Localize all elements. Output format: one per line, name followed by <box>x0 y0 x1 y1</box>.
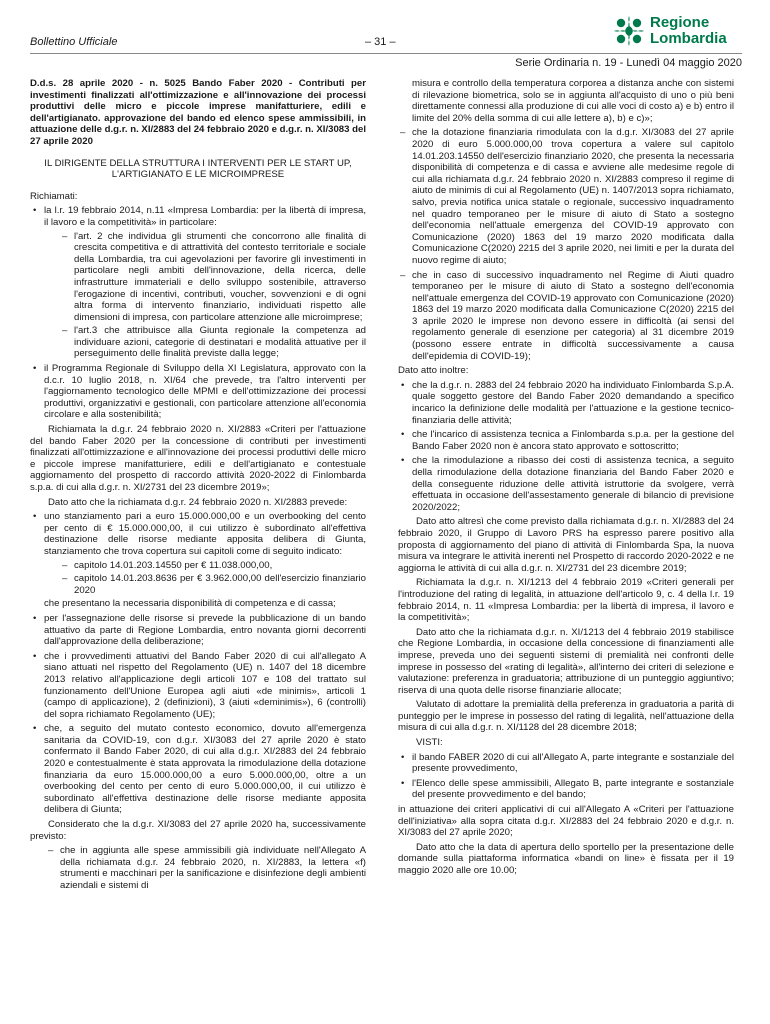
left-column <box>30 78 366 894</box>
logo-text <box>650 15 727 47</box>
prevede-list <box>30 511 366 816</box>
list-item: – che in caso di successivo inquadramento nel Regime di Aiuti quadro temporaneo per le misure di aiuto di Stato a sostegno dell'economia nell'attuale emergenza del COVID-19 approvato con Comunicazione (2020) 1863 del 19 marzo 2020 modificata dalla Comunicazione C(2020) 2215 del 3 aprile 2020 le imprese non devono essere in difficoltà (ai sensi del regolamento generale di esenzione per categoria) al 31 dicembre 2019 (possono essere entrate in difficoltà successivamente a causa dell'epidemia di COVID-19); <box>398 270 734 363</box>
list-item: – che la dotazione finanziaria rimodulata con la d.g.r. XI/3083 del 27 aprile 2020 di euro 5.000.000,00 trova copertura a valere sul capitolo 14.01.203.14550 dell'esercizio finanziario 2020, che presenta la necessaria disponibilità di competenza e di cassa e avviene alle medesime regole di cui alla richiamata d.g.r. 24 febbraio 2020 n. XI/2883 compreso il regime di aiuto de minimis di cui al Regolamento (UE) n. 1407/2013 sopra richiamato, salvo, previa notifica unica statale o regionale, successivo inquadramento nel quadro temporaneo per le misure di aiuto di Stato a sostegno dell'economia nell'attuale emergenza del COVID-19 approvato con Comunicazione (2020) 1863 del 19 marzo 2020 modificata dalla Comunicazione C(2020) 2215 del 3 aprile 2020, nei limiti e per la durata del nuovo regime di aiuto; <box>398 127 734 266</box>
sub-list <box>44 560 366 597</box>
list-item: • che la d.g.r. n. 2883 del 24 febbraio 2020 ha individuato Finlombarda S.p.A. quale soggetto gestore del Bando Faber 2020 demandando a specifico incarico la definizione delle modalità per l'attuazione e la gestione tecnico-finanziaria delle attività; <box>398 380 734 426</box>
list-item: • che l'incarico di assistenza tecnica a Finlombarda s.p.a. per la gestione del Bando Faber 2020 non è ancora stato approvato e sottoscritto; <box>398 429 734 452</box>
decree-title: D.d.s. 28 aprile 2020 - n. 5025 Bando Faber 2020 - Contributi per investimenti finalizzati all'ottimizzazione e all'innovazione dei processi produttivi delle micro e piccole imprese manifatturiere, edili e dell'artigianato. approvazione del bando ed elenco spese ammissibili, in attuazione delle d.g.r. n. XI/2883 del 24 febbraio 2020 e d.g.r. n. XI/3083 del 27 aprile 2020 <box>30 78 366 147</box>
list-item: • il Programma Regionale di Sviluppo della XI Legislatura, approvato con la d.c.r. 10 luglio 2018, n. XI/64 che prevede, tra l'altro interventi per l'aggiornamento tecnologico delle MPMI e dell'ottimizzazione dei processi produttivi, organizzativi e gestionali, con particolare attenzione all'economia circolare e alla sostenibilità; <box>30 363 366 421</box>
header-rule <box>30 53 742 54</box>
sub-list <box>44 231 366 361</box>
list-item-text: uno stanziamento pari a euro 15.000.000,00 e un overbooking del cento per cento di € 15.000.000,00, il cui utilizzo è subordinato all'effettiva destinazione delle risorse mediante apposita delibera di Giunta, stanziamento che trova copertura sui capitoli come di seguito indicato: <box>44 511 366 557</box>
paragraph: in attuazione dei criteri applicativi di cui all'Allegato A «Criteri per l'attuazione dell'iniziativa» alla sopra citata d.g.r. XI/2883 del 24 febbraio 2020 e d.g.r. n. XI/3083 del 27 aprile 2020; <box>398 804 734 839</box>
richiamati-list <box>30 205 366 421</box>
list-item: • che la rimodulazione a ribasso dei costi di assistenza tecnica, a seguito della rimodulazione della dotazione finanziaria del Bando Faber 2020 e della conseguente riduzione delle attività istruttorie da svolgere, verrà effettuata in occasione dell'assestamento generale di bilancio di previsione 2020/2022; <box>398 455 734 513</box>
list-item: – l'art.3 che attribuisce alla Giunta regionale la competenza ad individuare azioni, categorie di destinatari e modalità attuative per il perseguimento delle finalità previste dalla legge; <box>44 325 366 360</box>
list-item-text: che presentano la necessaria disponibilità di competenza e di cassa; <box>44 598 336 610</box>
list-item: • che i provvedimenti attuativi del Bando Faber 2020 di cui all'allegato A siano attuati nel rispetto del Regolamento (UE) n. 1407 del 18 dicembre 2013 relativo all'applicazione degli articoli 107 e 108 del trattato sul funzionamento dell'Unione Europea agli aiuti «de minimis», articoli 1 (campo di applicazione), 2 (definizioni), 3 (aiuti «deminimis»), 6 (controlli) del sopra richiamato Regolamento (UE); <box>30 651 366 721</box>
richiamati-label: Richiamati: <box>30 190 78 202</box>
list-item-text: la l.r. 19 febbraio 2014, n.11 «Impresa Lombardia: per la libertà di impresa, il lavoro e la competitività» in particolare: <box>44 205 366 228</box>
paragraph: Dato atto altresì che come previsto dalla richiamata d.g.r. n. XI/2883 del 24 febbraio 2020, il Gruppo di Lavoro PRS ha espresso parere positivo alla proposta di aggiornamento del piano di attività di Finlombarda Spa, la nuova misura va integrare le attività inerenti nel Prospetto di raccordo 2020-2022 e ne aggiorna le attività di cui alla d.g.r. n. XI/2731 del 23 dicembre 2019; <box>398 516 734 574</box>
paragraph: Dato atto che la richiamata d.g.r. n. XI/1213 del 4 febbraio 2019 stabilisce che Regione Lombardia, in occasione della concessione di finanziamenti alle imprese, preveda uno dei seguenti sistemi di premialità nei confronti delle imprese in possesso del «rating di legalità», all'interno dei criteri di selezione e valutazione: preferenza in graduatoria; attribuzione di un punteggio aggiuntivo; riserva di una quota delle risorse finanziarie allocate; <box>398 626 734 696</box>
right-column <box>398 78 734 880</box>
visti-list <box>398 752 734 801</box>
rosa-camuna-icon <box>612 14 646 48</box>
list-item <box>30 511 366 610</box>
dirigente-heading: IL DIRIGENTE DELLA STRUTTURA I INTERVENTI PER LE START UP, L'ARTIGIANATO E LE MICROIMPRESE <box>44 157 352 181</box>
paragraph: Richiamata la d.g.r. 24 febbraio 2020 n. XI/2883 «Criteri per l'attuazione del bando Faber 2020 per la concessione di contributi per investimenti finalizzati all'ottimizzazione e all'innovazione dei processi produttivi delle micro e piccole imprese manifatturiere, edili e dell'artigianato e contestuale aggiornamento del prospetto di raccordo attività 2020-2022 di Finlombarda s.p.a. di cui alla d.g.r. n. XI/2731 del 23 dicembre 2019»; <box>30 424 366 493</box>
paragraph: Dato atto inoltre: <box>398 365 469 377</box>
list-item: – che in aggiunta alle spese ammissibili già individuate nell'Allegato A della richiamata d.g.r. 24 febbraio 2020, n. XI/2883, la lettera «f) strumenti e macchinari per la sanificazione e disinfezione degli ambienti aziendali e sistemi di <box>30 845 366 891</box>
regione-lombardia-logo <box>612 14 742 50</box>
paragraph: Richiamata la d.g.r. n. XI/1213 del 4 febbraio 2019 «Criteri generali per l'introduzione del rating di legalità, in attuazione dell'articolo 9, c. 4 della l.r. 19 febbraio 2014, n. 11 «Impresa Lombardia: per la libertà di impresa, il lavoro e la competitività»; <box>398 577 734 624</box>
inoltre-list <box>398 380 734 514</box>
paragraph: Dato atto che la richiamata d.g.r. 24 febbraio 2020 n. XI/2883 prevede: <box>48 496 348 508</box>
list-item: • l'Elenco delle spese ammissibili, Allegato B, parte integrante e sostanziale del presente provvedimento e del bando; <box>398 778 734 801</box>
list-item: • per l'assegnazione delle risorse si prevede la pubblicazione di un bando attuativo da parte di Regione Lombardia, entro novanta giorni decorrenti dall'approvazione della deliberazione; <box>30 613 366 648</box>
list-item: – l'art. 2 che individua gli strumenti che concorrono alle finalità di crescita competitiva e di attrattività del contesto territoriale e sociale della Lombardia, tra cui agevolazioni per favorire gli investimenti in particolare negli ambiti dell'innovazione, della ricerca, delle infrastrutture immateriali e dello sviluppo sostenibile, attraverso l'erogazione di incentivi, contributi, voucher, sovvenzioni e di ogni altra forma di intervento finanziario, individuati rispetto alle dimensioni di impresa, con particolare attenzione alle microimprese; <box>44 231 366 324</box>
paragraph: Dato atto che la data di apertura dello sportello per la presentazione delle domande sulla piattaforma informatica «bandi on line» è fissata per il 19 maggio 2020 alle ore 10.00; <box>398 841 734 876</box>
list-item: – capitolo 14.01.203.14550 per € 11.038.000,00, <box>44 560 366 572</box>
paragraph: Valutato di adottare la premialità della preferenza in graduatoria a parità di punteggio per le imprese in possesso del rating di legalità, nell'attuazione della misura di cui alla d.g.r. n. XI/1128 del 28 dicembre 2018; <box>398 699 734 734</box>
considerato-list <box>30 845 366 891</box>
list-item: • che, a seguito del mutato contesto economico, dovuto all'emergenza sanitaria da COVID-19, con d.g.r. XI/3083 del 27 aprile 2020 è stato confermato il Bando Faber 2020, di cui alla d.g.r. XI/2883 del 24 febbraio 2020 e contestualmente è stata approvata la rimodulazione della dotazione finanziaria da euro 15.000.000,00 a euro 5.000.000,00, oltre a un overbooking del cento per cento di euro 5.000.000,00, il cui utilizzo è subordinato all'effettiva destinazione delle risorse mediante apposita delibera di Giunta; <box>30 723 366 816</box>
logo-line2: Lombardia <box>650 30 727 47</box>
page-number: – 31 – <box>365 36 396 48</box>
list-item: – capitolo 14.01.203.8636 per € 3.962.000,00 dell'esercizio finanziario 2020 <box>44 573 366 596</box>
paragraph: misura e controllo della temperatura corporea a distanza anche con sistemi di rilevazione biometrica, solo se in aggiunta all'acquisto di uno o più beni direttamente connessi alla produzione di cui alle voci di costo a) e b) entro il limite del 20% della somma di cui alle lettere a), b) e c)»; <box>412 78 734 124</box>
serie-info: Serie Ordinaria n. 19 - Lunedì 04 maggio 2020 <box>515 57 742 69</box>
list-item: • il bando FABER 2020 di cui all'Allegato A, parte integrante e sostanziale del presente provvedimento, <box>398 752 734 775</box>
paragraph: Considerato che la d.g.r. XI/3083 del 27 aprile 2020 ha, successivamente previsto: <box>30 819 366 842</box>
visti-label: VISTI: <box>416 737 443 749</box>
publication-name: Bollettino Ufficiale <box>30 36 118 48</box>
logo-line1: Regione <box>650 14 710 31</box>
page-header <box>0 0 770 69</box>
list-item <box>30 205 366 360</box>
considerato-list-cont <box>398 127 734 362</box>
